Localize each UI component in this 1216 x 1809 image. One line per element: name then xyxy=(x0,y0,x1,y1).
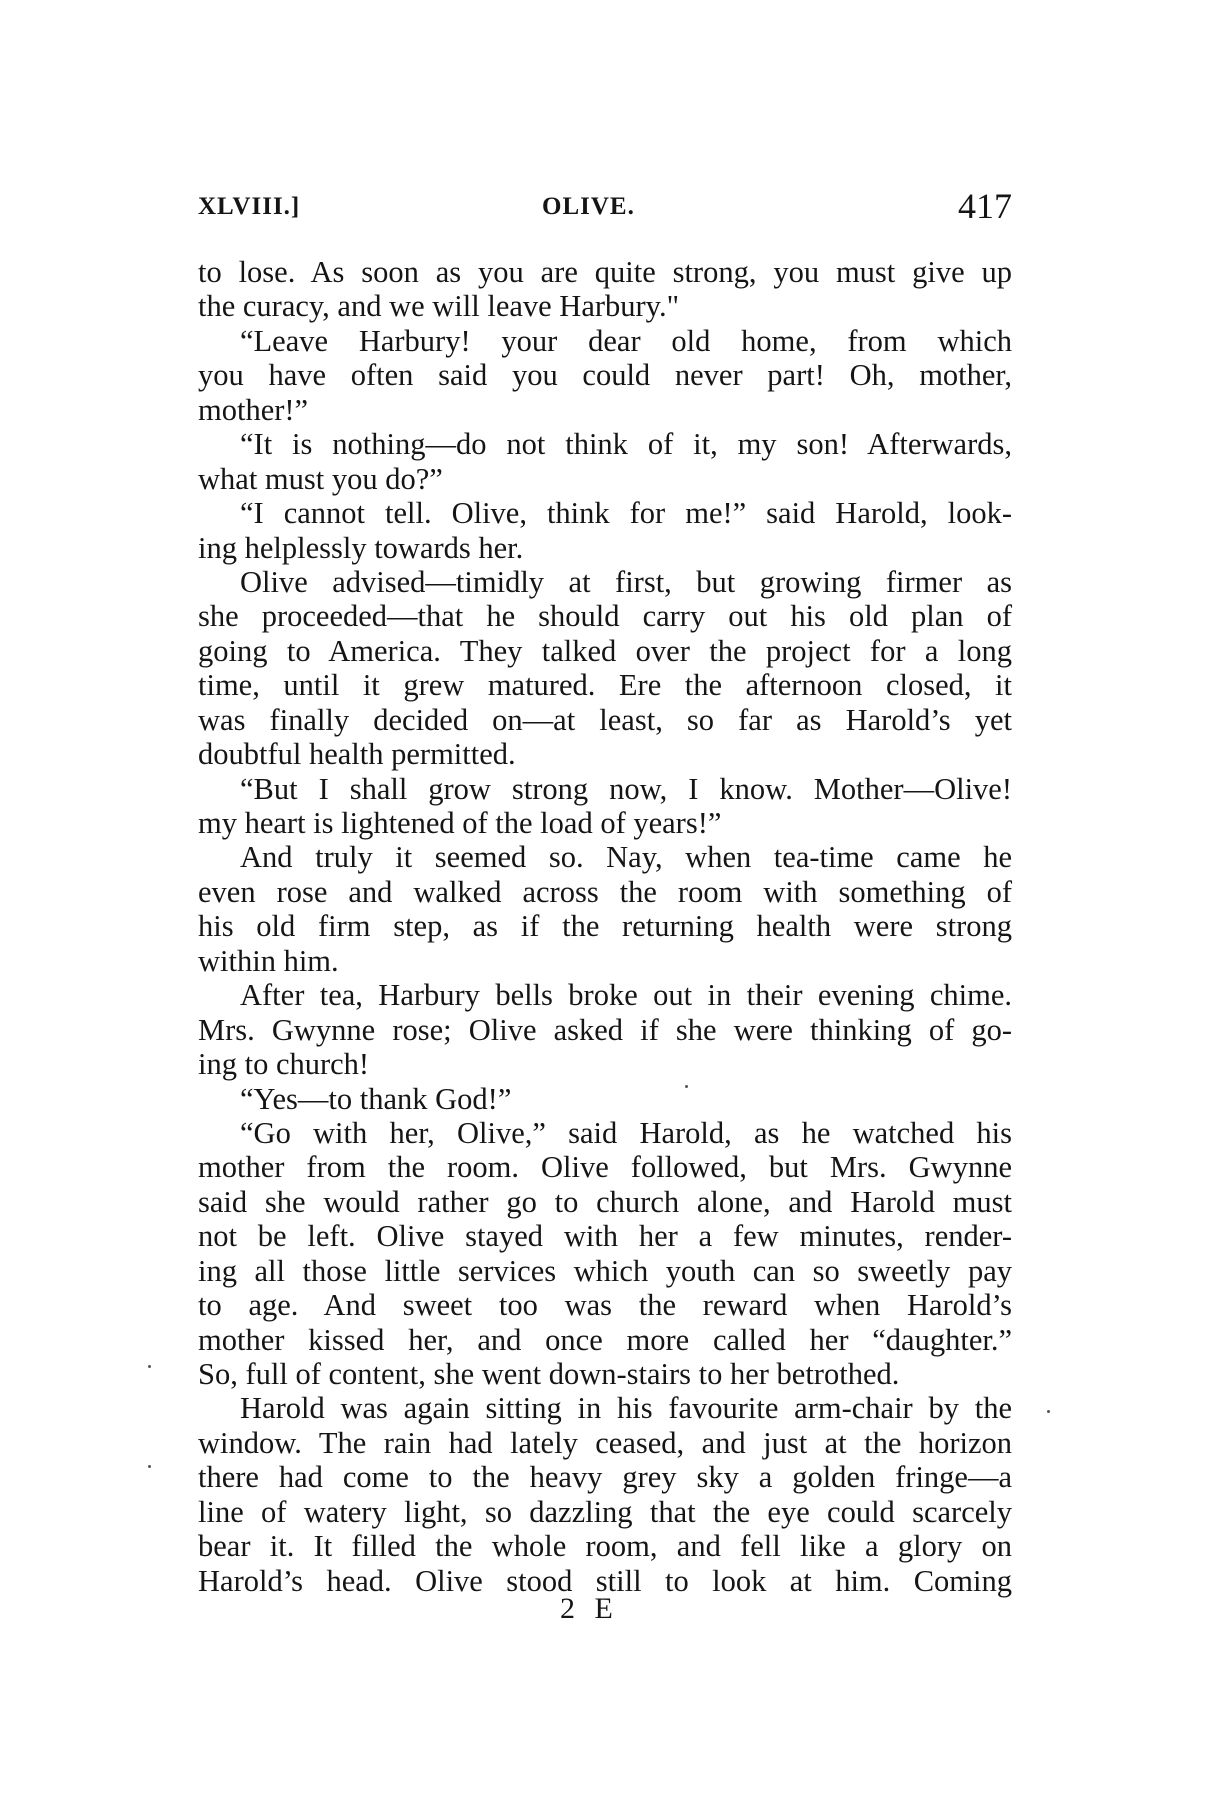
paper-speck xyxy=(148,1465,151,1468)
text-line: So, full of content, she went down-stairs to her betrothed. xyxy=(198,1357,900,1391)
text-line: there had come to the heavy grey sky a golden fringe—a xyxy=(198,1460,1012,1495)
text-line: my heart is lightened of the load of years!” xyxy=(198,806,722,840)
paper-speck xyxy=(148,1365,151,1368)
chapter-marker: XLVIII.] xyxy=(198,193,301,220)
text-line: After tea, Harbury bells broke out in their evening chime. xyxy=(240,978,1012,1013)
text-line: “But I shall grow strong now, I know. Mother—Olive! xyxy=(240,771,1012,806)
paper-speck xyxy=(1047,1410,1050,1413)
running-header xyxy=(198,185,1012,225)
text-line: “It is nothing—do not think of it, my son! Afterwards, xyxy=(240,427,1012,462)
text-line: you have often said you could never part! Oh, mother, xyxy=(198,358,1012,393)
text-line: doubtful health permitted. xyxy=(198,737,516,772)
text-line: going to America. They talked over the project for a long xyxy=(198,633,1012,668)
text-line: “Leave Harbury! your dear old home, from which xyxy=(240,323,1012,358)
text-line: time, until it grew matured. Ere the afternoon closed, it xyxy=(198,668,1012,703)
text-line: was finally decided on—at least, so far as Harold’s yet xyxy=(198,702,1012,737)
text-line: mother kissed her, and once more called her “daughter.” xyxy=(198,1322,1012,1357)
text-line: Harold’s head. Olive stood still to look at him. Coming xyxy=(198,1563,1012,1598)
text-line: ing all those little services which youth can so sweetly pay xyxy=(198,1253,1012,1288)
text-line: bear it. It filled the whole room, and fell like a glory on xyxy=(198,1529,1012,1564)
text-line: line of watery light, so dazzling that the eye could scarcely xyxy=(198,1494,1012,1529)
text-line: she proceeded—that he should carry out his old plan of xyxy=(198,599,1012,634)
text-line: And truly it seemed so. Nay, when tea-time came he xyxy=(240,840,1012,875)
text-line: Mrs. Gwynne rose; Olive asked if she were thinking of go- xyxy=(198,1012,1012,1047)
text-line: window. The rain had lately ceased, and just at the horizon xyxy=(198,1425,1012,1460)
text-line: to lose. As soon as you are quite strong, you must give up xyxy=(198,255,1012,289)
text-line: Olive advised—timidly at first, but growing firmer as xyxy=(240,564,1012,599)
text-line: to age. And sweet too was the reward when Harold’s xyxy=(198,1288,1012,1323)
printer-signature: 2 E xyxy=(560,1592,619,1625)
text-line: said she would rather go to church alone, and Harold must xyxy=(198,1184,1012,1219)
text-line: ing helplessly towards her. xyxy=(198,530,524,565)
page-number: 417 xyxy=(958,186,1012,226)
text-line: his old firm step, as if the returning health were strong xyxy=(198,909,1012,944)
text-line: even rose and walked across the room with something of xyxy=(198,874,1012,909)
body-text xyxy=(198,255,1012,1598)
paper-speck xyxy=(685,1085,688,1088)
text-line: what must you do?” xyxy=(198,461,443,496)
text-line: not be left. Olive stayed with her a few minutes, render- xyxy=(198,1219,1012,1254)
text-line: mother from the room. Olive followed, but Mrs. Gwynne xyxy=(198,1150,1012,1185)
text-line: mother!” xyxy=(198,392,309,427)
text-line: “Yes—to thank God!” xyxy=(240,1081,512,1116)
text-line: ing to church! xyxy=(198,1047,370,1082)
text-line: “Go with her, Olive,” said Harold, as he watched his xyxy=(240,1115,1012,1150)
text-line: within him. xyxy=(198,943,339,978)
text-line: “I cannot tell. Olive, think for me!” said Harold, look- xyxy=(240,496,1012,531)
text-line: the curacy, and we will leave Harbury." xyxy=(198,289,680,324)
text-line: Harold was again sitting in his favourite arm-chair by the xyxy=(240,1391,1012,1426)
running-title: OLIVE. xyxy=(542,193,635,220)
